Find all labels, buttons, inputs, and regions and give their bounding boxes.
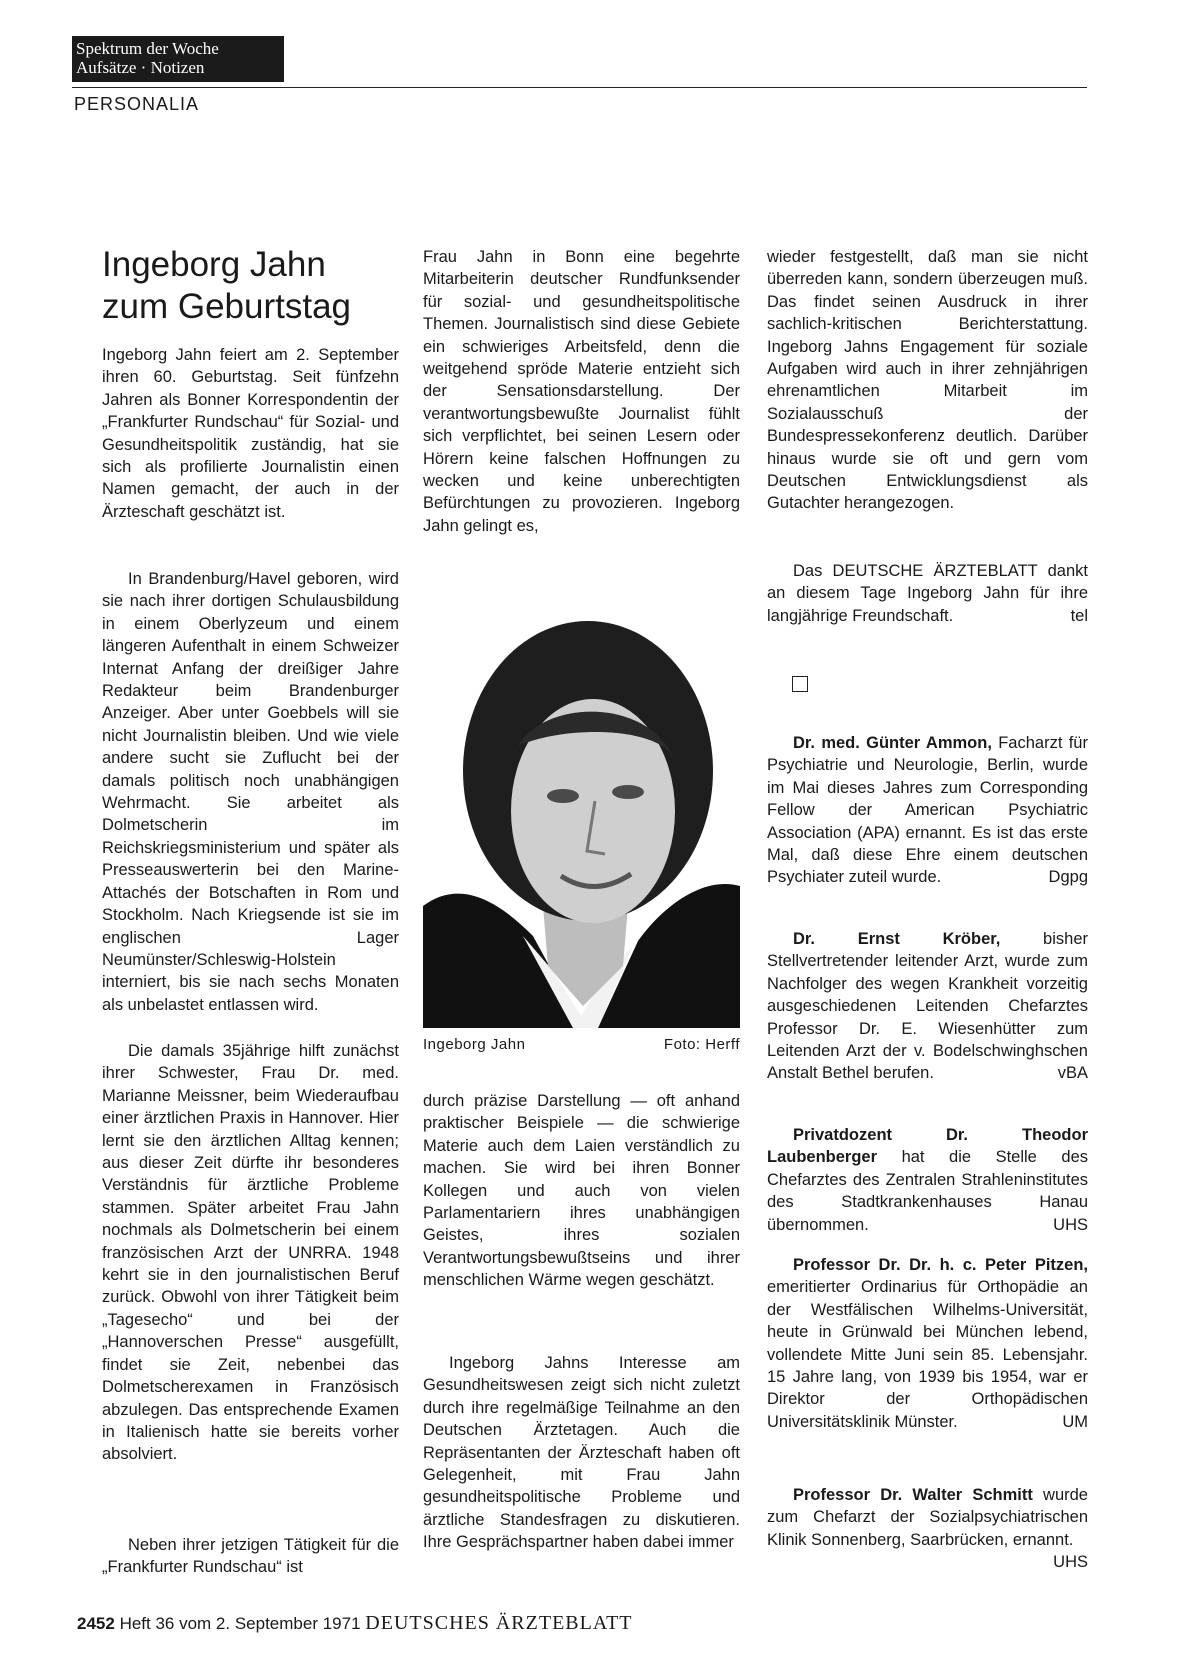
- closing-paragraph: [767, 560, 1088, 627]
- page-footer: [77, 1612, 633, 1635]
- header-rule: [72, 87, 1087, 88]
- article-column-3: [767, 246, 1088, 515]
- notice-paragraph: [767, 1484, 1088, 1572]
- photo-caption-row: [423, 1036, 740, 1054]
- article-paragraph: Ingeborg Jahn feiert am 2. September ihren 60. Geburtstag. Seit fünfzehn Jahren als Bonner Korrespondentin der „Frankfurter Rundschau“ für Sozial- und Gesundheitspolitik zuständig, hat sie sich als profilierte Journalistin einen Namen gemacht, der auch in der Ärzteschaft geschätzt ist.: [102, 346, 399, 521]
- article-column-1: [102, 344, 399, 523]
- notice-text: wurde zum Chefarzt der Sozialpsychiatrischen Klinik Sonnenberg, Saarbrücken, ernannt.: [767, 1486, 1088, 1549]
- notice-name: Dr. Ernst Kröber,: [793, 930, 1001, 948]
- magazine-name: DEUTSCHES ÄRZTEBLATT: [365, 1612, 633, 1634]
- page-number: 2452: [77, 1614, 115, 1633]
- notice-signature: UHS: [1053, 1215, 1088, 1234]
- notice-text: emeritierter Ordinarius für Orthopädie an der Westfälischen Wilhelms-Universität, heute in Grünwald bei München lebend, vollendete Mitte Juni sein 85. Lebensjahr. 15 Jahre lang, von 1939 bis 1954, war er Direktor der Orthopädischen Universitätsklinik Münster.: [767, 1278, 1088, 1431]
- notice-text: bisher Stellvertretender leitender Arzt, wurde zum Nachfolger des wegen Krankheit vorzeitig ausgeschiedenen Leitenden Chefarztes Professor Dr. E. Wiesenhütter zum Leitenden Arzt der v. Bodelschwinghschen Anstalt Bethel berufen.: [767, 930, 1088, 1083]
- article-column-2-part-2: [423, 1090, 740, 1292]
- photo-credit: Foto: Herff: [663, 1036, 740, 1053]
- article-title: [102, 244, 402, 328]
- portrait-image: [423, 606, 740, 1028]
- personalia-notice: [767, 1254, 1088, 1433]
- article-paragraph: durch präzise Darstellung — oft anhand praktischer Beispiele — die schwierige Materie auch dem Laien verständlich zu machen. Sie wird bei ihren Bonner Kollegen und auch von vielen Parlamentariern ihres unabhängigen Geistes, ihres sozialen Verantwortungsbewußtseins und ihrer menschlichen Wärme wegen geschätzt.: [423, 1092, 740, 1290]
- notice-text: Facharzt für Psychiatrie und Neurologie, Berlin, wurde im Mai dieses Jahres zum Corresponding Fellow der American Psychiatric Association (APA) ernannt. Es ist das erste Mal, daß diese Ehre einem deutschen Psychiater zuteil wurde.: [767, 734, 1088, 887]
- photo-caption: Ingeborg Jahn: [423, 1036, 526, 1053]
- article-column-2: [423, 246, 740, 537]
- article-paragraph: Die damals 35jährige hilft zunächst ihrer Schwester, Frau Dr. med. Marianne Meissner, beim Wiederaufbau einer ärztlichen Praxis in Hannover. Hier lernt sie den ärztlichen Alltag kennen; aus dieser Zeit dürfte ihr besonderes Verständnis für ärztliche Probleme stammen. Später arbeitet Frau Jahn nochmals als Dolmetscherin bei einem französischen Arzt der UNRRA. 1948 kehrt sie in den journalistischen Beruf zurück. Obwohl von ihrer Tätigkeit beim „Tagesecho“ und bei der „Hannoverschen Presse“ ausgefüllt, findet sie Zeit, nebenbei das Dolmetscherexamen in Französisch abzulegen. Das entsprechende Examen in Italienisch hatte sie bereits vorher absolviert.: [102, 1042, 399, 1464]
- end-mark-box: [792, 676, 808, 692]
- article-paragraph: Neben ihrer jetzigen Tätigkeit für die „Frankfurter Rundschau“ ist: [102, 1536, 399, 1577]
- title-line-1: Ingeborg Jahn: [102, 245, 326, 284]
- personalia-notice: [767, 928, 1088, 1085]
- issue-info: Heft 36 vom 2. September 1971: [119, 1614, 361, 1633]
- notice-paragraph: [767, 928, 1088, 1085]
- article-column-1-part-3: [102, 1040, 399, 1466]
- notice-name: Professor Dr. Dr. h. c. Peter Pitzen,: [793, 1256, 1088, 1274]
- portrait-photo: [423, 606, 740, 1028]
- closing-text: Das DEUTSCHE ÄRZTEBLATT dankt an diesem Tage Ingeborg Jahn für ihre langjährige Freundschaft.: [767, 562, 1088, 625]
- article-paragraph: In Brandenburg/Havel geboren, wird sie nach ihrer dortigen Schulausbildung in einem Oberlyzeum und einem längeren Aufenthalt in einem Schweizer Internat Anfang der dreißiger Jahre Redakteur beim Brandenburger Anzeiger. Aber unter Goebbels will sie nicht Journalistin bleiben. Und wie viele andere sucht sie Zuflucht bei der damals politisch noch unabhängigen Wehrmacht. Sie arbeitet als Dolmetscherin im Reichskriegsministerium und später als Presseauswerterin bei den Marine-Attachés der Botschaften in Rom und Stockholm. Nach Kriegsende ist sie im englischen Lager Neumünster/Schleswig-Holstein interniert, bis sie nach sechs Monaten als unbelastet entlassen wird.: [102, 570, 399, 1014]
- personalia-notice: [767, 732, 1088, 889]
- notice-paragraph: [767, 1124, 1088, 1236]
- notice-name: Professor Dr. Walter Schmitt: [793, 1486, 1033, 1504]
- article-paragraph: Frau Jahn in Bonn eine begehrte Mitarbeiterin deutscher Rundfunksender für sozial- und gesundheitspolitische Themen. Journalistisch sind diese Gebiete ein schwieriges Arbeitsfeld, denn die weitgehend spröde Materie entzieht sich der Sensationsdarstellung. Der verantwortungsbewußte Journalist fühlt sich verpflichtet, bei seinen Lesern oder Hörern keine falschen Hoffnungen zu wecken und keine unberechtigten Befürchtungen zu provozieren. Ingeborg Jahn gelingt es,: [423, 248, 740, 535]
- article-paragraph: wieder festgestellt, daß man sie nicht überreden kann, sondern überzeugen muß. Das findet seinen Ausdruck in ihrer sachlich-kritischen Berichterstattung. Ingeborg Jahns Engagement für soziale Aufgaben wird auch in ihrer zehnjährigen ehrenamtlichen Mitarbeit im Sozialausschuß der Bundespressekonferenz deutlich. Darüber hinaus wurde sie oft und gern vom Deutschen Entwicklungsdienst als Gutachter herangezogen.: [767, 248, 1088, 513]
- closing-signature: tel: [1070, 606, 1088, 625]
- rubric-line-2: Aufsätze · Notizen: [76, 58, 205, 77]
- article-column-1-part-4: [102, 1534, 399, 1579]
- notice-paragraph: [767, 1254, 1088, 1433]
- personalia-notice: [767, 1484, 1088, 1574]
- notice-name: Privatdozent Dr. Theodor Laubenberger: [767, 1126, 1088, 1167]
- personalia-notice: [767, 1124, 1088, 1236]
- rubric-box: [72, 36, 284, 82]
- notice-text: hat die Stelle des Chefarztes des Zentralen Strahleninstitutes des Stadtkrankenhauses Hanau übernommen.: [767, 1148, 1088, 1234]
- notice-signature: UM: [1062, 1412, 1088, 1431]
- article-column-1-part-2: [102, 568, 399, 1016]
- article-closing: [767, 560, 1088, 627]
- notice-signature: vBA: [1057, 1064, 1088, 1083]
- notice-name: Dr. med. Günter Ammon,: [793, 734, 992, 752]
- article-paragraph: Ingeborg Jahns Interesse am Gesundheitswesen zeigt sich nicht zuletzt durch ihre regelmäßige Teilnahme an den Deutschen Ärztetagen. Auch die Repräsentanten der Ärzteschaft haben oft Gelegenheit, mit Frau Jahn gesundheitspolitische Probleme und ärztliche Standesfragen zu diskutieren. Ihre Gesprächspartner haben dabei immer: [423, 1354, 740, 1552]
- notice-signature: UHS: [1053, 1553, 1088, 1572]
- article-column-2-part-3: [423, 1352, 740, 1554]
- notice-signature: Dgpg: [1048, 868, 1088, 887]
- notice-paragraph: [767, 732, 1088, 889]
- title-line-2: zum Geburtstag: [102, 287, 351, 326]
- section-label: PERSONALIA: [74, 94, 200, 114]
- rubric-line-1: Spektrum der Woche: [76, 39, 219, 58]
